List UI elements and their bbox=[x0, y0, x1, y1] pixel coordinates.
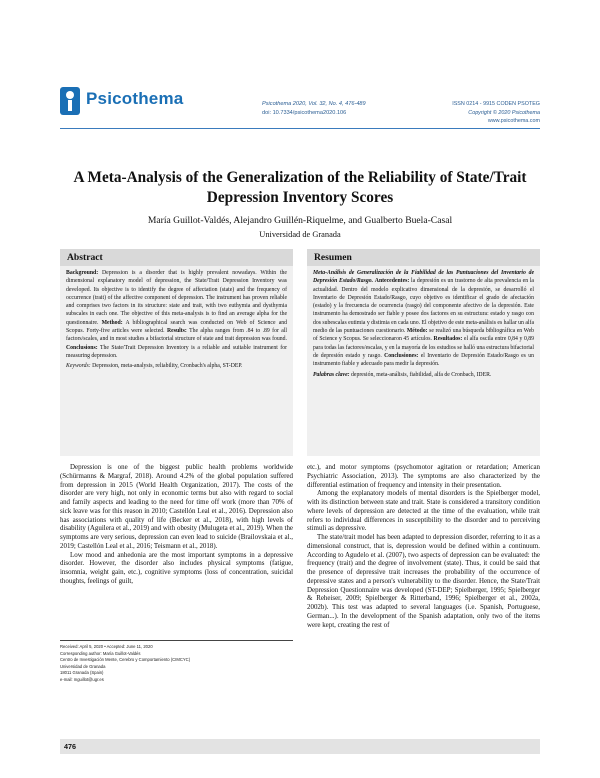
copyright-line: Copyright © 2020 Psicothema bbox=[468, 109, 540, 116]
body-left-column bbox=[60, 463, 293, 586]
conclusiones-text: el Inventario de Depresión Estado/Rasgo es un instrumento fiable y adecuado para medir la depresión. bbox=[313, 352, 535, 368]
abstract-heading: Abstract bbox=[67, 252, 103, 263]
header-rule bbox=[60, 128, 540, 129]
abstract-text bbox=[66, 269, 287, 360]
issn-line: ISSN 0214 - 9915 CODEN PSOTEG bbox=[452, 101, 540, 107]
resumen-text bbox=[313, 269, 534, 369]
title-line-2: Depression Inventory Scores bbox=[206, 189, 394, 206]
method-text: A bibliographical search was conducted on Web of Science and Scopus. Forty-five articles were selected. bbox=[66, 319, 287, 335]
background-text: Depression is a disorder that is highly prevalent nowadays. Within the dimensional explanatory model of depression, the State/Trait Depression Inventory was developed. Its objective is to identify the degree of affectation (state) and the frequency of occurrence (trait) of the affective component of depression. The instrument has proven reliable and comprises two factors in its structure: state and trait, with two euthymia and dysthymia subscales in each one. The objective of this meta-analysis is to find an average alpha for the questionnaire. bbox=[66, 270, 287, 326]
background-label: Background: bbox=[66, 270, 99, 276]
resultados-label: Resultados: bbox=[433, 336, 463, 343]
body-paragraph: Depression is one of the biggest public health problems worldwide (Schürmanns & Margraf, 2018). Around 4.2% of the global population suffered from depression in 2015 (World Health Organization, 2017). The costs of the disorder are very high, not only in economic terms but also with regard to social and family aspects and leading to the need for time off work (more than 70% of sick leave was for this reason in 2010; Castellón Leal et al., 2016). Depression also has associations with quality of life (Becker et al., 2018), with high levels of disability (Aguilera et al., 2019) and with obesity (Mulugeta et al., 2019). When the symptoms are very serious, depression can even lead to suicide (Brailovskaia et al., 2019; Castellón Leal et al., 2016; Teismann et al., 2018). bbox=[60, 463, 293, 550]
authors: María Guillot-Valdés, Alejandro Guillén-Riquelme, and Gualberto Buela-Casal bbox=[147, 215, 453, 226]
keywords bbox=[66, 362, 287, 370]
email-line: e-mail: mguillot@ugr.es bbox=[60, 676, 104, 682]
palabras-clave-label: Palabras clave: bbox=[313, 371, 350, 378]
body-right-column bbox=[307, 463, 540, 629]
citation-line: Psicothema 2020, Vol. 32, No. 4, 476-489 bbox=[262, 101, 366, 107]
abstract-box bbox=[60, 266, 293, 456]
palabras-clave bbox=[313, 371, 534, 379]
received-line: Received: April 5, 2020 • Accepted: June 11, 2020 bbox=[60, 644, 153, 649]
keywords-label: Keywords: bbox=[66, 363, 91, 370]
footer-bar bbox=[60, 739, 540, 754]
body-paragraph: Low mood and anhedonia are the most important symptoms in a depressive disorder. However, the disorder also includes physical symptoms (fatigue, insomnia, weight gain, etc.), cognitive symptoms (loss of concentration, suicidal thoughts, feelings of guilt, bbox=[60, 550, 293, 585]
footnote-rule bbox=[60, 640, 293, 641]
centre-line: Centro de Investigación Mente, Cerebro y Comportamiento (CIMCYC) bbox=[60, 657, 191, 663]
brand-name: Psicothema bbox=[86, 89, 184, 108]
results-label: Results: bbox=[167, 328, 187, 335]
city-line: 18011 Granada (Spain) bbox=[60, 670, 104, 676]
resumen-title: Meta-Análisis de Generalización de la Fiabilidad de las Puntuaciones del Inventario de Depresión Estado/Rasgo. bbox=[313, 270, 534, 285]
metodo-label: Método: bbox=[406, 328, 428, 335]
article-title bbox=[60, 168, 540, 208]
body-paragraph: Among the explanatory models of mental disorders is the Spielberger model, with its distinction between state and trait. State is considered a transitory condition where levels of depression are detected at the time of the evaluation, while trait refers to individual differences in susceptibility to the disorder and to perceiving stimuli as depressive. bbox=[307, 489, 540, 533]
website-line: www.psicothema.com bbox=[487, 118, 540, 124]
doi-line: doi: 10.7334/psicothema2020.106 bbox=[262, 110, 347, 116]
conclusiones-label: Conclusiones: bbox=[384, 352, 419, 359]
resultados-text: el alfa oscila entre 0,84 y 0,89 para todas las factores/escalas, y en la mayoría de los estudios se halló una estructura bifactorial de depresión estado y rasgo. bbox=[313, 336, 535, 359]
keywords-text: Depression, meta-analysis, reliability, Cronbach's alpha, ST-DEP. bbox=[90, 363, 243, 370]
title-line-1: A Meta-Analysis of the Generalization of the Reliability of State/Trait bbox=[73, 169, 527, 186]
body-paragraph: The state/trait model has been adapted to depression disorder, referring to it as a dimensional construct, that is, depression would be defined within a continuum. According to Agudelo et al. (2007), two aspects of depression can be evaluated: the frequency (trait) and the degree of involvement (state). Thus, it could be said that the presence of depressive trait increases the probability of the occurrence of depressive states and a person's vulnerability to the disorder. Hence, the State/Trait Depression Questionnaire was developed (ST-DEP; Spielberger, 1995; Spielberger & Reheiser, 2009; Spielberger & Ritterband, 1996; Spielberger et al., 2002a, 2002b). This test was adapted to several languages (i.e. Spanish, Portuguese, German...). In the development of the Spanish adaptation, only two of the items were kept, creating the rest of bbox=[307, 533, 540, 629]
method-label: Method: bbox=[101, 319, 123, 326]
resumen-heading-bar bbox=[307, 249, 540, 266]
antecedentes-label: Antecedentes: bbox=[374, 278, 410, 285]
body-paragraph: etc.), and motor symptoms (psychomotor agitation or retardation; American Psychiatric Association, 2013). The symptoms are also characterized by the differential estimation of frequency and intensity in their presentation. bbox=[307, 463, 540, 489]
footnote bbox=[60, 644, 293, 684]
resumen-heading: Resumen bbox=[314, 252, 352, 263]
antecedentes-text: la depresión es un trastorno de alta prevalencia en la actualidad. Dentro del modelo explicativo dimensional de la depresión, se desarrolló el Inventario de Depresión Estado/Rasgo, cuyo objetivo es identificar el grado de afectación (estado) y la frecuencia de ocurrencia (rasgo) del componente afectivo de la depresión. Este instrumento ha demostrado ser fiable y posee dos factores en su estructura: estado y rasgo con dos subescalas eutimia y distimia en cada uno. El objetivo de este meta-análisis es hallar un alfa medio de las puntuaciones cuestionario. bbox=[313, 278, 534, 335]
conclusions-text: The State/Trait Depression Inventory is a reliable and suitable instrument for measuring depression. bbox=[66, 344, 287, 359]
resumen-box bbox=[307, 266, 540, 456]
abstract-heading-bar bbox=[60, 249, 293, 266]
results-text: The alpha ranges from .84 to .89 for all factors/scales, and in most studies a bifactorial structure of state and trait depression was found. bbox=[66, 328, 287, 343]
journal-info bbox=[410, 100, 540, 126]
university-line: Universidad de Granada bbox=[60, 663, 106, 669]
conclusions-label: Conclusions: bbox=[66, 344, 98, 351]
affiliation: Universidad de Granada bbox=[259, 230, 341, 239]
journal-citation bbox=[262, 100, 412, 118]
metodo-text: se realizó una búsqueda bibliográfica en Web of Science y Scopus. Se seleccionaron 45 artículos. bbox=[313, 328, 535, 343]
palabras-clave-text: depresión, meta-análisis, fiabilidad, alfa de Cronbach, IDER. bbox=[349, 371, 492, 378]
page-number: 476 bbox=[64, 742, 76, 751]
corresponding-line: Corresponding author: María Guillot-Valdés bbox=[60, 650, 141, 656]
